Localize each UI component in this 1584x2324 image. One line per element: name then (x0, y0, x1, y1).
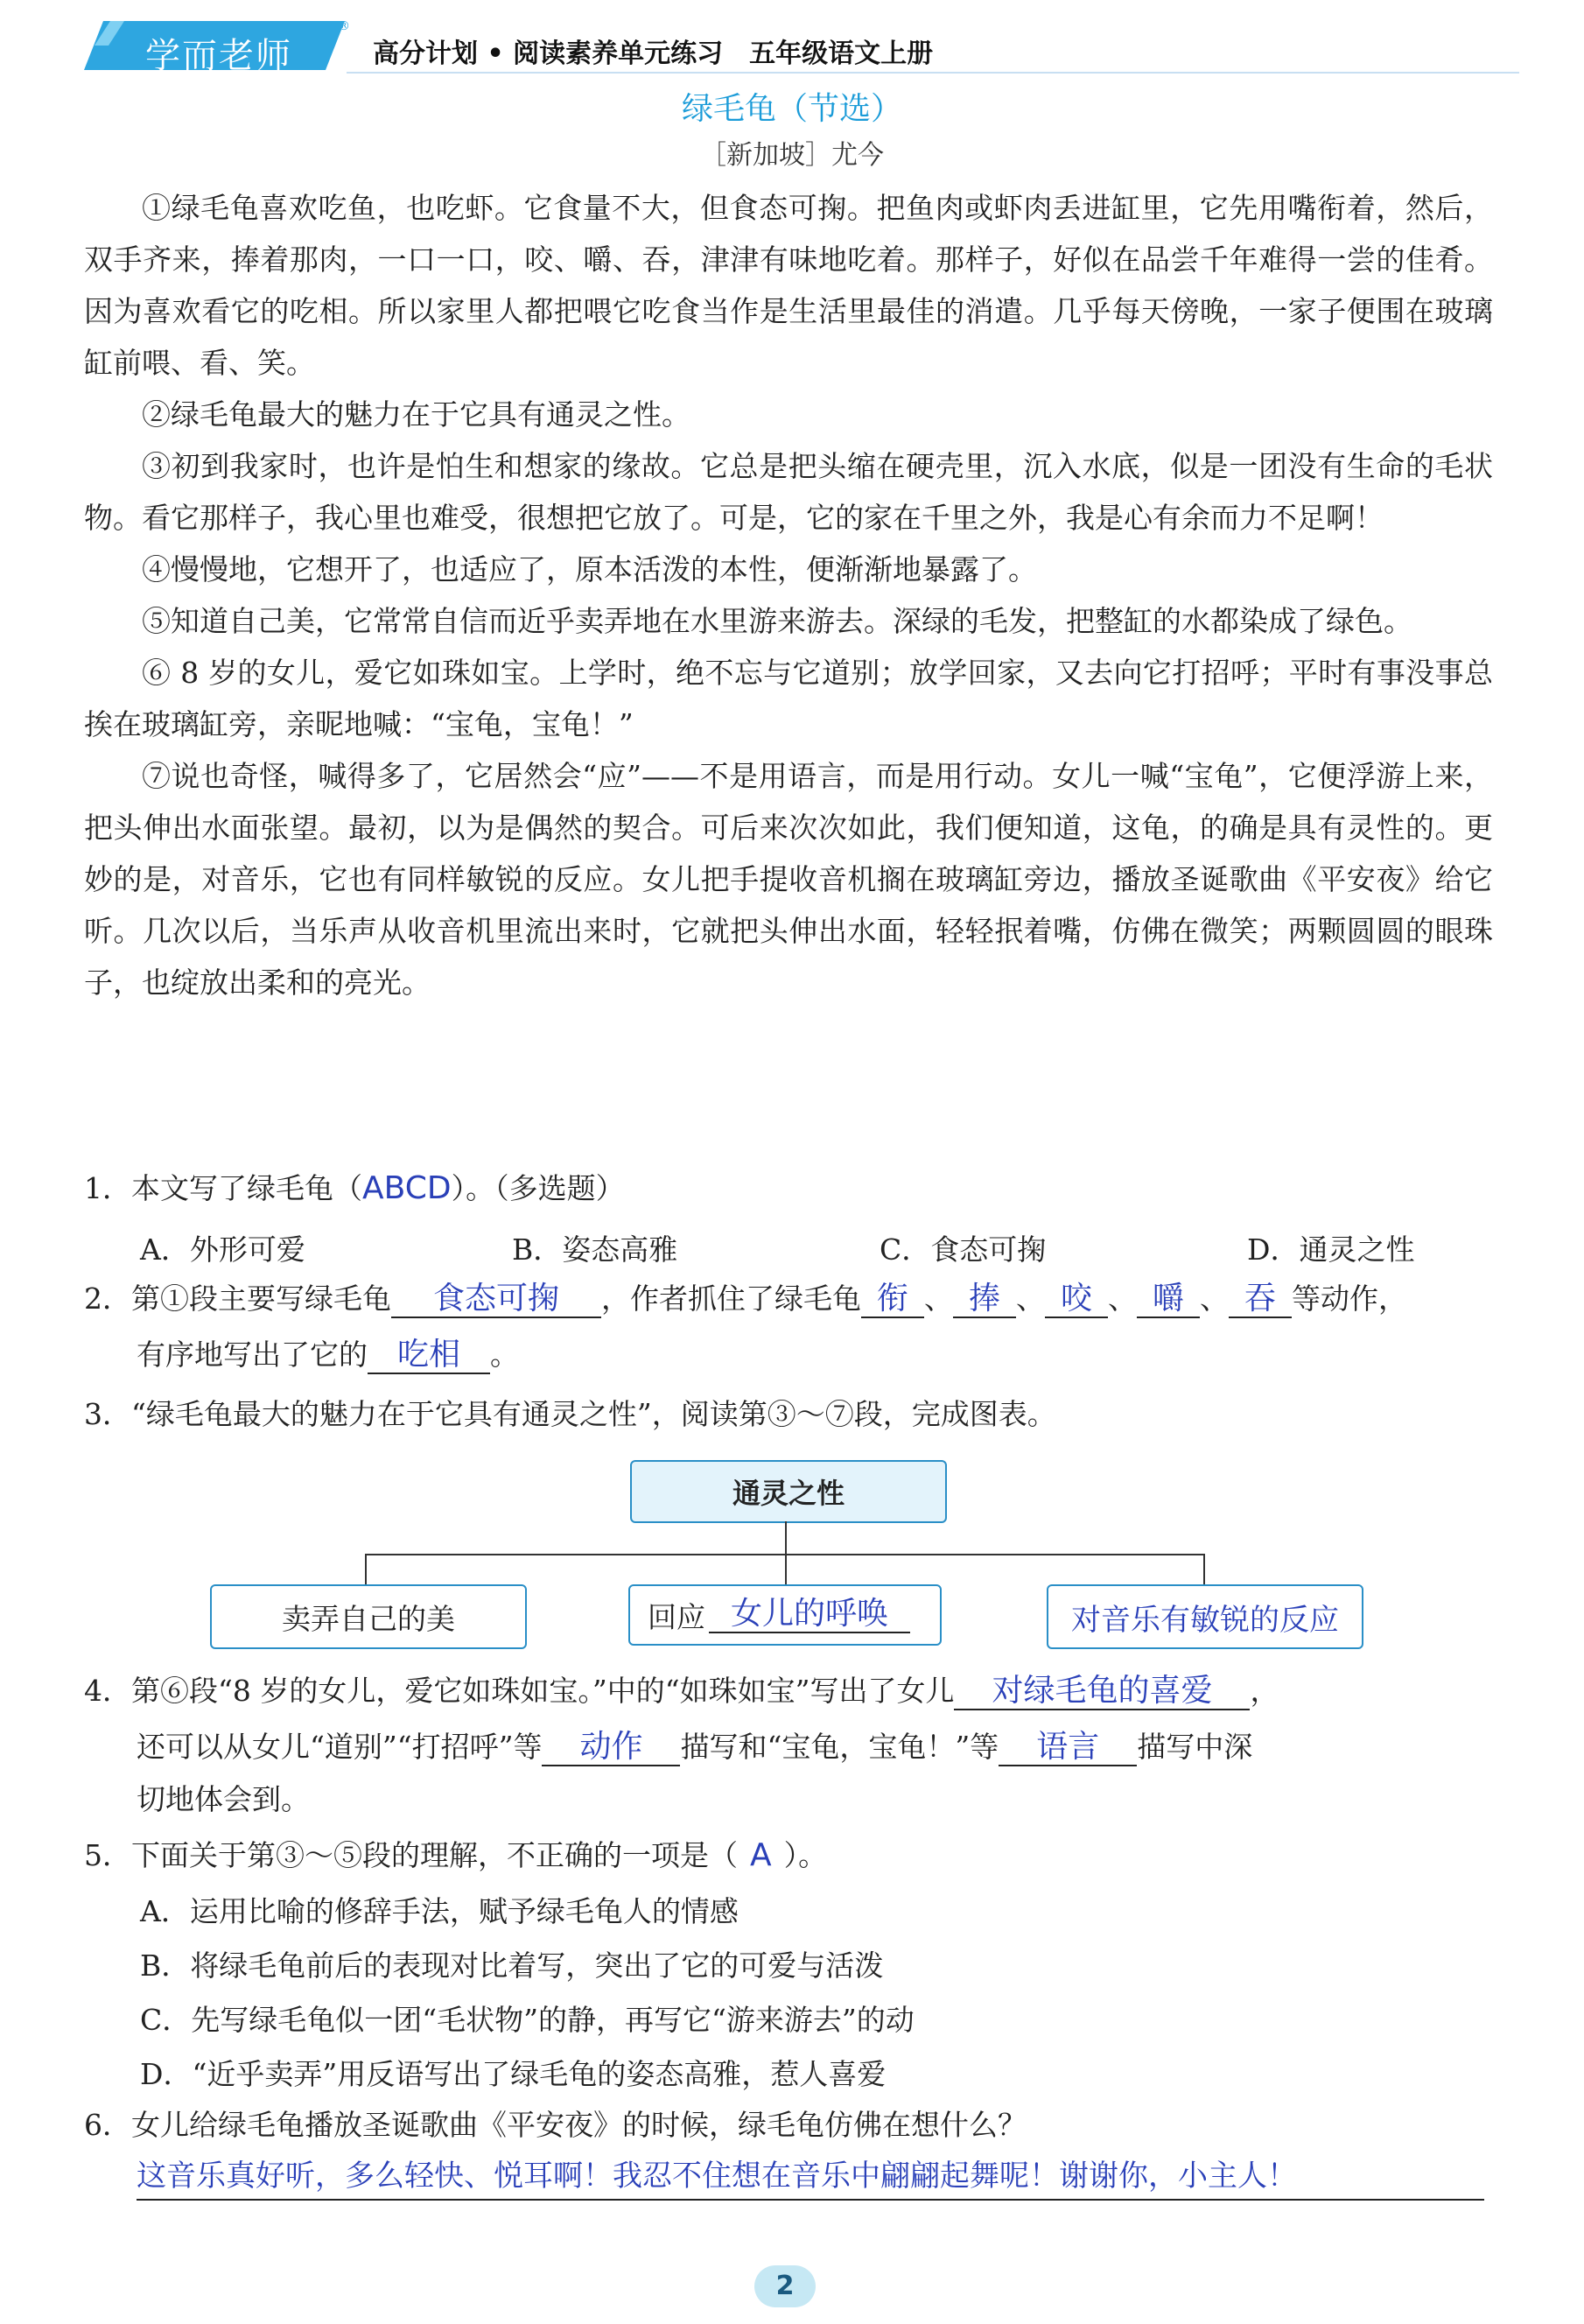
question-2-line-2 (137, 1338, 1572, 1374)
q4-answer-1: 对绿毛龟的喜爱 (992, 1673, 1213, 1709)
q2-verb-2-text: 捧 (968, 1281, 1000, 1316)
question-6: 6．女儿给绿毛龟播放圣诞歌曲《平安夜》的时候，绿毛龟仿佛在想什么？ (84, 2108, 1027, 2142)
q4-text: 4．第⑥段“8 岁的女儿，爱它如珠如宝。”中的“如珠如宝”写出了女儿 (84, 1674, 955, 1708)
q2-text-3: 等动作， (1292, 1281, 1407, 1316)
q1-option-c: C．食态可掬 (880, 1232, 1047, 1267)
q5-option-c: C．先写绿毛龟似一团“毛状物”的静，再写它“游来游去”的动 (140, 2003, 915, 2037)
q2-verb-1-text: 衔 (876, 1281, 908, 1316)
diagram-connector (1203, 1554, 1205, 1585)
paragraph-7: ⑦说也奇怪，喊得多了，它居然会“应”——不是用语言，而是用行动。女儿一喊“宝龟”，它便浮游上来，把头伸出水面张望。最初，以为是偶然的契合。可后来次次如此，我们便知道，这龟，的确是具有灵性的。更妙的是，对音乐，它也有同样敏锐的反应。女儿把手提收音机搁在玻璃缸旁边，播放圣诞歌曲《平安夜》给它听。几次以后，当乐声从收音机里流出来时，它就把头伸出水面，轻轻抿着嘴，仿佛在微笑；两颗圆圆的眼珠子，也绽放出柔和的亮光。 (84, 759, 1493, 1000)
q1-option-a: A．外形可爱 (140, 1232, 305, 1267)
q1-text-after: ）。（多选题） (451, 1171, 625, 1205)
diagram-box-2 (628, 1584, 942, 1646)
q2-text-5: 。 (490, 1338, 519, 1372)
q1-text: 1．本文写了绿毛龟（ (84, 1171, 362, 1205)
q4-text-5: 描写中深 (1137, 1730, 1253, 1764)
q4-answer-3: 语言 (1036, 1729, 1100, 1765)
paragraph-6: ⑥ 8 岁的女儿，爱它如珠如宝。上学时，绝不忘与它道别；放学回家，又去向它打招呼；平时有事没事总挨在玻璃缸旁，亲昵地喊：“宝龟，宝龟！” (84, 656, 1493, 741)
q2-sep: 、 (1108, 1281, 1137, 1316)
q4-answer-2: 动作 (579, 1729, 643, 1765)
logo-mark: ® (338, 19, 350, 33)
q4-blank-1 (954, 1674, 1250, 1710)
question-4 (84, 1674, 1519, 1710)
q1-option-d: D．通灵之性 (1247, 1232, 1415, 1267)
q2-sep: 、 (1016, 1281, 1045, 1316)
question-4-line-3: 切地体会到。 (137, 1782, 310, 1816)
question-5 (84, 1838, 1519, 1873)
paragraph-2: ②绿毛龟最大的魅力在于它具有通灵之性。 (142, 397, 690, 432)
article-author: ［新加坡］尤今 (700, 140, 884, 171)
q2-blank-2 (368, 1338, 490, 1374)
paragraph-3: ③初到我家时，也许是怕生和想家的缘故。它总是把头缩在硬壳里，沉入水底，似是一团没有生命的毛状物。看它那样子，我心里也难受，很想把它放了。可是，它的家在千里之外，我是心有余而力不足啊！ (84, 449, 1493, 535)
diagram-box-2-answer: 女儿的呼唤 (730, 1596, 888, 1632)
q2-verb-1 (861, 1281, 924, 1318)
diagram-connector (785, 1554, 787, 1585)
diagram-box-1-text: 卖弄自己的美 (282, 1601, 455, 1636)
q2-verb-2 (953, 1281, 1016, 1318)
q2-text-2: ，作者抓住了绿毛龟 (601, 1281, 861, 1316)
q2-verb-5 (1229, 1281, 1292, 1318)
q2-text: 2．第①段主要写绿毛龟 (84, 1281, 391, 1316)
q2-verb-3-text: 咬 (1060, 1281, 1092, 1316)
q4-text-4: 描写和“宝龟，宝龟！”等 (680, 1730, 999, 1764)
diagram-box-3 (1047, 1584, 1363, 1649)
header-title: 高分计划 • 阅读素养单元练习 五年级语文上册 (373, 39, 934, 69)
q2-verb-4-text: 嚼 (1152, 1281, 1184, 1316)
paragraph-5: ⑤知道自己美，它常常自信而近乎卖弄地在水里游来游去。深绿的毛发，把整缸的水都染成了绿色。 (142, 604, 1412, 638)
q6-answer: 这音乐真好听，多么轻快、悦耳啊！我忍不住想在音乐中翩翩起舞呢！谢谢你，小主人！ (137, 2159, 1297, 2194)
q1-answer: ABCD (362, 1170, 452, 1206)
header-divider (347, 72, 1519, 74)
q5-text-after: ）。 (783, 1838, 828, 1872)
q5-text: 5．下面关于第③～⑤段的理解，不正确的一项是（ (84, 1838, 738, 1872)
q2-verb-3 (1045, 1281, 1108, 1318)
q2-verb-4 (1137, 1281, 1200, 1318)
diagram-root: 通灵之性 (630, 1460, 947, 1523)
article-title: 绿毛龟（节选） (681, 91, 902, 127)
paragraph-4: ④慢慢地，它想开了，也适应了，原本活泼的本性，便渐渐地暴露了。 (142, 552, 1037, 586)
q2-sep: 、 (1200, 1281, 1229, 1316)
diagram-connector (785, 1521, 787, 1555)
q6-answer-line (137, 2153, 1484, 2201)
q2-blank-1 (391, 1281, 601, 1318)
question-2 (84, 1281, 1519, 1318)
q2-sep: 、 (924, 1281, 953, 1316)
question-1 (84, 1171, 1519, 1206)
q5-option-a: A．运用比喻的修辞手法，赋予绿毛龟人的情感 (140, 1894, 739, 1928)
q1-option-b: B．姿态高雅 (512, 1232, 678, 1267)
paragraph-1: ①绿毛龟喜欢吃鱼，也吃虾。它食量不大，但食态可掬。把鱼肉或虾肉丢进缸里，它先用嘴衔着，然后，双手齐来，捧着那肉，一口一口，咬、嚼、吞，津津有味地吃着。那样子，好似在品尝千年难得一尝的佳肴。因为喜欢看它的吃相。所以家里人都把喂它吃食当作是生活里最佳的消遣。几乎每天傍晚，一家子便围在玻璃缸前喂、看、笑。 (84, 191, 1493, 380)
q4-blank-3 (999, 1730, 1137, 1766)
diagram-connector (365, 1554, 367, 1585)
q4-blank-2 (542, 1730, 680, 1766)
q5-option-d: D．“近乎卖弄”用反语写出了绿毛龟的姿态高雅，惹人喜爱 (140, 2057, 887, 2091)
diagram-box-2-blank (709, 1597, 910, 1633)
diagram-box-2-prefix: 回应 (648, 1599, 705, 1634)
q2-verb-5-text: 吞 (1244, 1281, 1276, 1316)
diagram-box-3-answer: 对音乐有敏锐的反应 (1071, 1602, 1339, 1638)
logo-text: 学而老师 (145, 36, 292, 76)
q2-answer-1: 食态可掬 (432, 1281, 559, 1316)
q2-text-4: 有序地写出了它的 (137, 1338, 368, 1372)
q5-answer: A (750, 1837, 772, 1873)
q4-text-3: 还可以从女儿“道别”“打招呼”等 (137, 1730, 543, 1764)
q5-option-b: B．将绿毛龟前后的表现对比着写，突出了它的可爱与活泼 (140, 1948, 884, 1983)
q2-answer-2: 吃相 (396, 1337, 460, 1373)
diagram-box-1 (210, 1584, 527, 1649)
question-4-line-2 (137, 1730, 1572, 1766)
page-header (84, 16, 1519, 77)
question-3: 3．“绿毛龟最大的魅力在于它具有通灵之性”，阅读第③～⑦段，完成图表。 (84, 1397, 1056, 1431)
article-body (84, 182, 1493, 1008)
page-number: 2 (754, 2265, 816, 2307)
q4-text-2: ， (1250, 1674, 1279, 1708)
